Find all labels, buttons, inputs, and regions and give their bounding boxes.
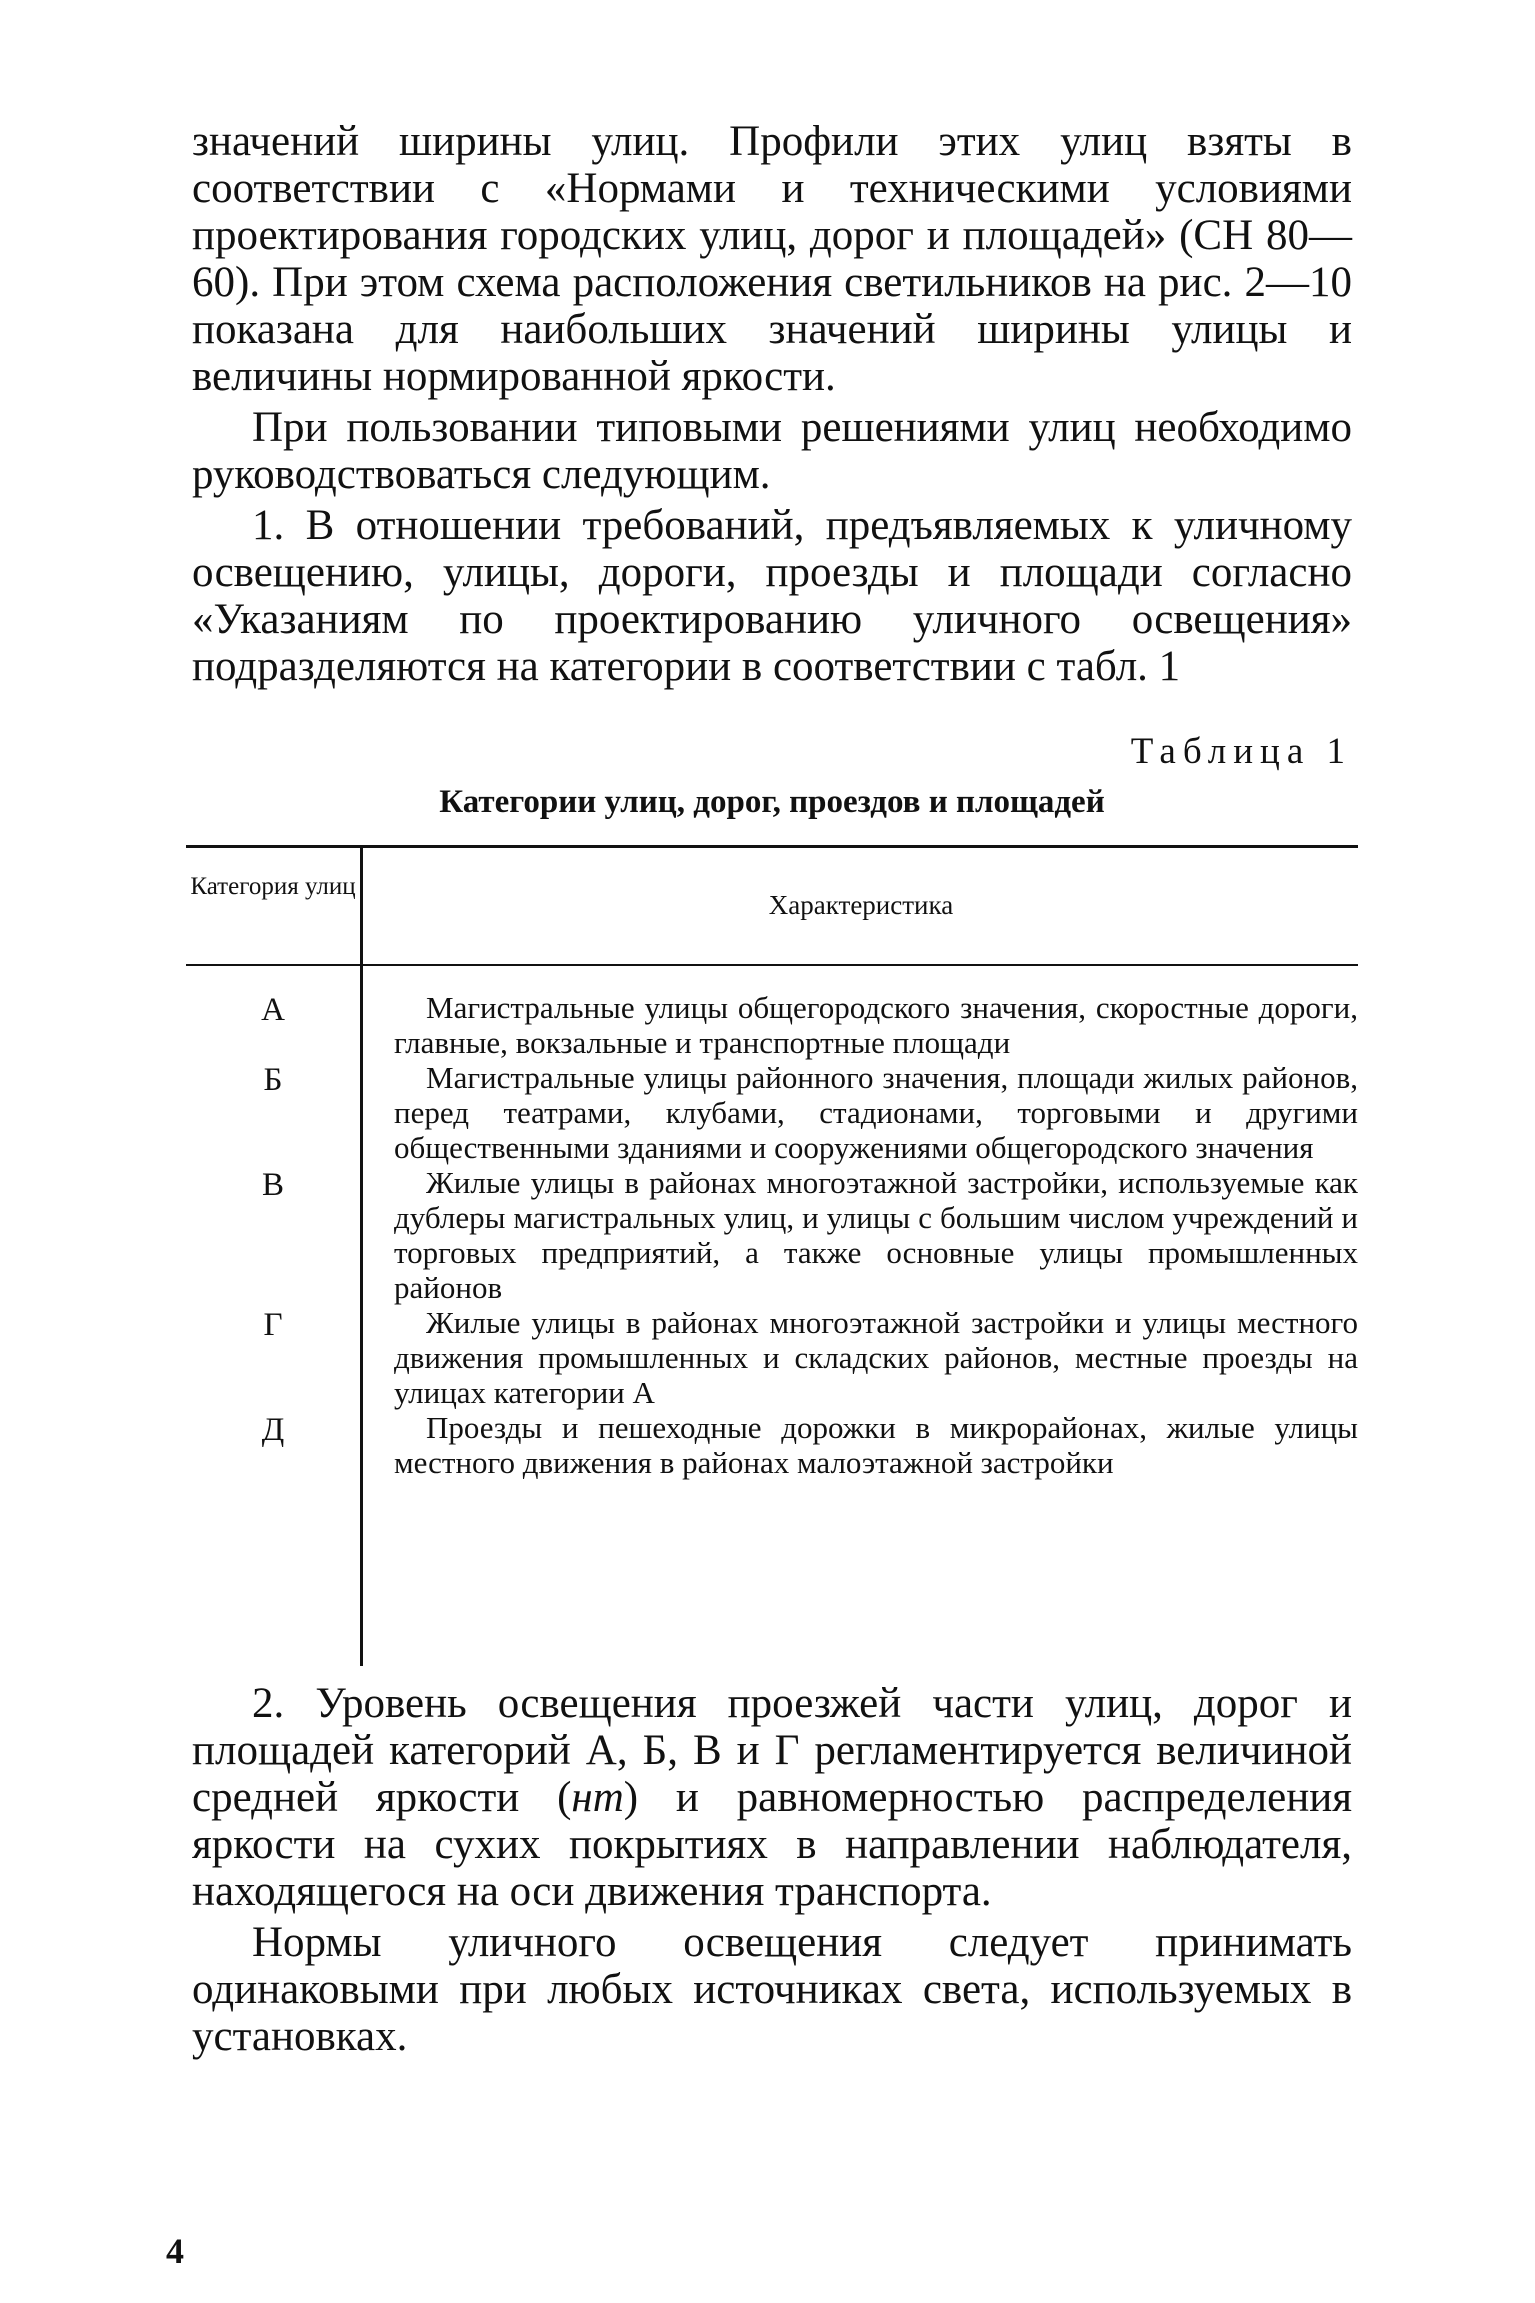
intro-paragraph-3: 1. В отношении требований, предъявляемых к уличному освещению, улицы, дороги, проезды и площади согласно «Указаниям по проектированию уличного освещения» подразделяются на категории в соответствии с табл. 1 xyxy=(192,502,1352,690)
column-header-category: Категория улиц xyxy=(190,873,356,900)
table-row xyxy=(186,990,1358,1060)
table-row xyxy=(186,1165,1358,1305)
table-header-divider xyxy=(360,848,363,964)
table-row xyxy=(186,1410,1358,1480)
outro-paragraph-1-start: 2. Уровень освещения проезжей части улиц, дорог и площадей категорий А, Б, В и Г регламентируется величиной средней яркости ( xyxy=(192,1680,1352,1821)
table-body xyxy=(186,990,1358,1480)
column-header-characteristic: Характеристика xyxy=(768,890,954,920)
intro-paragraph-1: значений ширины улиц. Профили этих улиц взяты в соответствии с «Нормами и техническими условиями проектирования городских улиц, дорог и площадей» (СН 80—60). При этом схема расположения светильников на рис. 2—10 показана для наибольших значений ширины улицы и величины нормированной яркости. xyxy=(192,118,1352,400)
row-description: Магистральные улицы общегородского значения, скоростные дороги, главные, вокзальные и транспортные площади xyxy=(394,990,1358,1060)
table-title: Категории улиц, дорог, проездов и площадей xyxy=(439,784,1105,820)
row-description: Жилые улицы в районах многоэтажной застройки, используемые как дублеры магистральных улиц, и улицы с большим числом учреждений и торговых предприятий, а также основные улицы промышленных районов xyxy=(394,1165,1358,1305)
table-row xyxy=(186,1305,1358,1410)
outro-paragraph-1 xyxy=(192,1680,1352,1915)
table-label: Таблица 1 xyxy=(1130,731,1352,772)
intro-paragraph-2: При пользовании типовыми решениями улиц необходимо руководствоваться следующим. xyxy=(192,404,1352,498)
row-description: Магистральные улицы районного значения, площади жилых районов, перед театрами, клубами, стадионами, торговыми и другими общественными зданиями и сооружениями общегородского значения xyxy=(394,1060,1358,1165)
outro-paragraph-2: Нормы уличного освещения следует принимать одинаковыми при любых источниках света, используемых в установках. xyxy=(192,1919,1352,2060)
row-category: Б xyxy=(263,1062,283,1098)
luminance-unit: нт xyxy=(571,1774,624,1821)
outro-text xyxy=(192,1680,1352,2060)
row-description: Проезды и пешеходные дорожки в микрорайонах, жилые улицы местного движения в районах малоэтажной застройки xyxy=(394,1410,1358,1480)
table-row xyxy=(186,1060,1358,1165)
outro-paragraph-1-end: ) и равномерностью распределения яркости на сухих покрытиях в направлении наблюдателя, находящегося на оси движения транспорта. xyxy=(192,1774,1352,1915)
intro-text xyxy=(192,118,1352,690)
row-category: В xyxy=(261,1167,284,1203)
row-description: Жилые улицы в районах многоэтажной застройки и улицы местного движения промышленных и складских районов, местные проезды на улицах категории А xyxy=(394,1305,1358,1410)
row-category: Д xyxy=(261,1412,285,1448)
row-category: Г xyxy=(263,1307,283,1343)
row-category: А xyxy=(261,992,285,1028)
page-number: 4 xyxy=(166,2231,184,2271)
